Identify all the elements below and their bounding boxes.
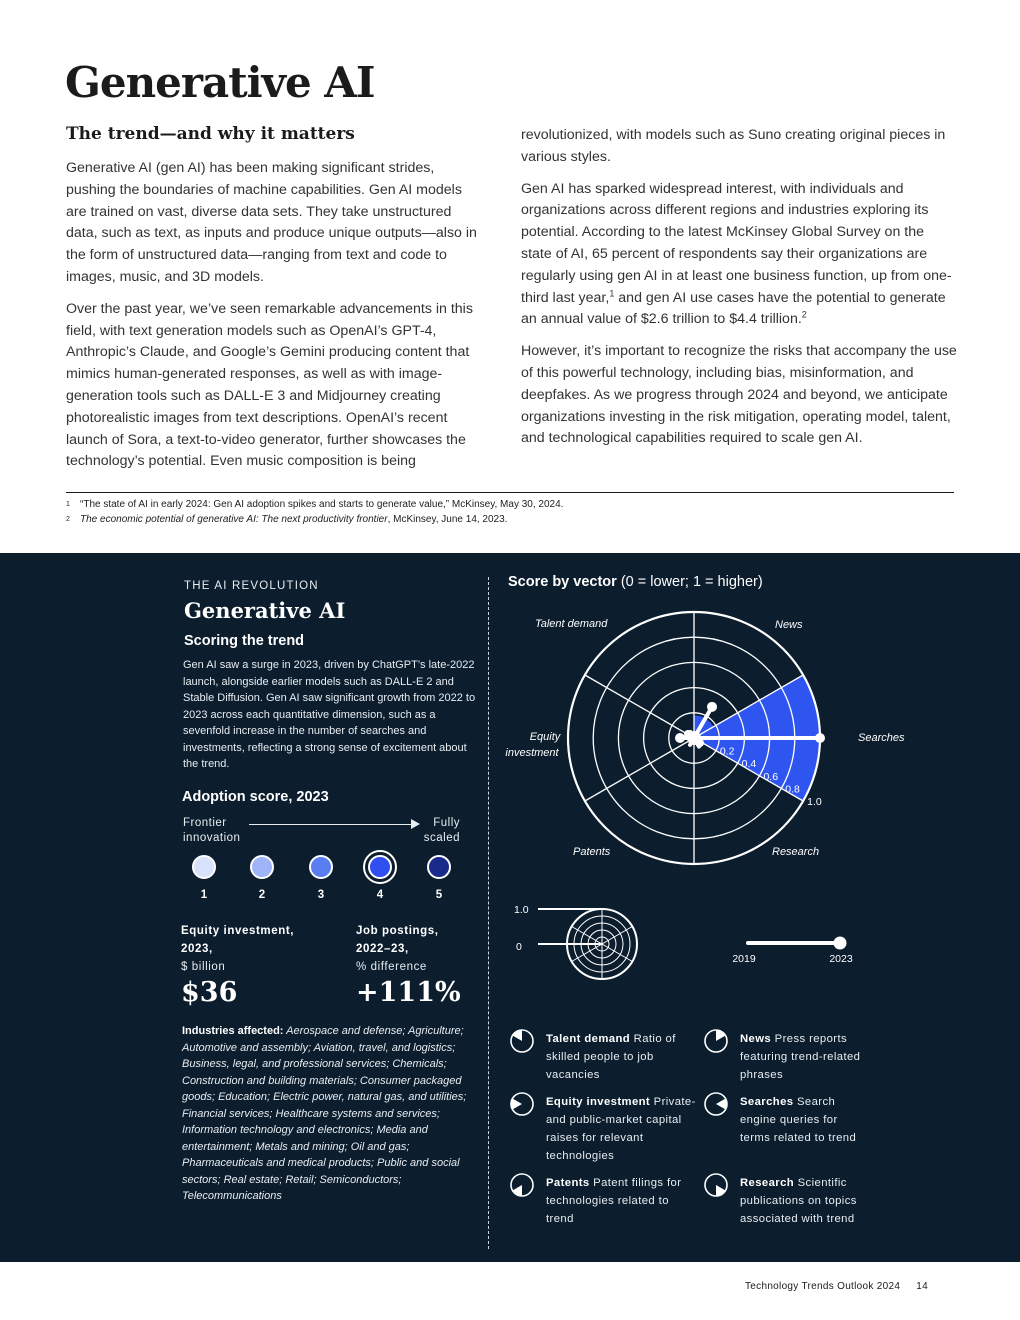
legend-item-text: Scientific publications on topics associated with trend: [740, 1177, 857, 1225]
legend-item-text: Ratio of skilled people to job vacancies: [546, 1033, 676, 1081]
right-column: [521, 125, 957, 460]
vector-dot-2019: [696, 739, 704, 747]
panel-divider: [488, 577, 489, 1249]
key-dot-2023: [834, 937, 847, 950]
scaled-label: Fully scaled: [423, 817, 460, 844]
sector-label: Talent demand: [535, 618, 608, 630]
vector-dot-2019: [684, 730, 692, 738]
industries-list: Aerospace and defense; Agriculture; Automotive and assembly; Aviation, travel, and logistics; Business, legal, and professional services; Chemicals; Construction and building materials; Consumer packaged goods; Education; Electric power, natural gas, and utilities; Financial services; Healthcare systems and services; Information technology and electronics; Media and entertainment; Metals and mining; Oil and gas; Pharmaceuticals and medical products; Public and social sectors; Real estate; Retail; Semiconductors; Telecommunications: [182, 1025, 467, 1202]
sector-label: Patents: [573, 846, 611, 858]
footnote: [66, 512, 966, 527]
legend-item-title: Equity investment: [546, 1096, 651, 1108]
equity-unit: $ billion: [181, 961, 226, 973]
footer-text: Technology Trends Outlook 2024: [745, 1281, 901, 1292]
equity-label-line: Equity investment,: [181, 925, 295, 937]
sector-label: Research: [772, 846, 820, 858]
jobs-value: +111%: [356, 977, 461, 1008]
paragraph: revolutionized, with models such as Suno creating original pieces in various styles.: [521, 127, 946, 165]
adoption-dot-3: [309, 855, 333, 879]
adoption-dot-2: [250, 855, 274, 879]
vector-dot-2023: [707, 702, 717, 712]
ring-label: 1.0: [807, 796, 822, 808]
sector-label: Searches: [858, 732, 905, 744]
legend-item-title: Patents: [546, 1177, 590, 1189]
scoring-panel: [0, 553, 1020, 1262]
radar-svg: [498, 603, 905, 873]
page-title: Generative AI: [65, 58, 375, 107]
legend-item-text: Search engine queries for terms related to trend: [740, 1096, 857, 1144]
legend-item: [546, 1030, 696, 1084]
footnote: [66, 497, 966, 512]
industries-affected: [182, 1023, 472, 1205]
ring-label: 0.8: [785, 783, 800, 796]
radar-title-bold: Score by vector: [508, 574, 617, 590]
left-column: [66, 158, 484, 483]
footnote-divider: [66, 492, 954, 493]
panel-eyebrow: THE AI REVOLUTION: [184, 580, 319, 592]
panel-title: Generative AI: [184, 598, 346, 623]
radar-key: [510, 898, 870, 993]
panel-subtitle: Scoring the trend: [184, 633, 305, 649]
frontier-label: Frontier innovation: [183, 817, 241, 844]
legend-item: [740, 1093, 870, 1147]
footnote-title: The economic potential of generative AI: The next productivity frontier: [80, 514, 388, 525]
news-icon: [703, 1028, 729, 1054]
radar-spoke: [585, 738, 694, 801]
jobs-label-line: Job postings,: [356, 925, 439, 937]
adoption-dot-4: [368, 855, 392, 879]
footnote-marker: 1: [66, 501, 70, 508]
radar-chart: [498, 603, 905, 878]
radar-key-svg: [510, 898, 870, 988]
key-scale-label: 1.0: [514, 904, 529, 916]
equity-label: [181, 922, 294, 976]
adoption-title: Adoption score, 2023: [182, 789, 329, 805]
vector-dot-2023: [815, 733, 825, 743]
equity-label-line: 2023,: [181, 943, 213, 955]
footnote-text: “The state of AI in early 2024: Gen AI adoption spikes and starts to generate value,” McKinsey, May 30, 2024.: [80, 499, 564, 510]
footnote-ref: 1: [609, 287, 615, 298]
footnote-text: , McKinsey, June 14, 2023.: [387, 514, 508, 525]
patents-icon: [509, 1172, 535, 1198]
paragraph: However, it’s important to recognize the risks that accompany the use of this powerful technology, including bias, misinformation, and deepfakes. As we progress through 2024 and beyond, we anticipate organizations investing in the risk mitigation, operating model, talent, and technological capabilities required to scale gen AI.: [521, 343, 957, 447]
legend-item-title: Research: [740, 1177, 795, 1189]
adoption-level-label: 1: [200, 889, 208, 901]
radar-title-scale: (0 = lower; 1 = higher): [616, 574, 763, 590]
talent-demand-icon: [509, 1028, 535, 1054]
ring-label: 0.2: [719, 745, 735, 758]
research-icon: [703, 1172, 729, 1198]
paragraph-text: and gen AI use cases have the potential to generate an annual value of $2.6 trillion to $4.4 trillion.: [521, 289, 946, 328]
legend-item-text: Press reports featuring trend-related phrases: [740, 1033, 861, 1081]
key-year: 2023: [829, 953, 853, 965]
sector-label: investment: [505, 747, 559, 759]
adoption-level-label: 5: [435, 889, 443, 901]
footnotes: [66, 497, 966, 527]
legend-item-title: Searches: [740, 1096, 794, 1108]
legend-item-text: Private- and public-market capital raises for relevant technologies: [546, 1096, 696, 1162]
adoption-dot-5: [427, 855, 451, 879]
sector-label: News: [775, 619, 803, 631]
industries-label: Industries affected:: [182, 1025, 284, 1037]
key-scale-label: 0: [516, 941, 522, 953]
legend-item-title: Talent demand: [546, 1033, 631, 1045]
page-number: 14: [916, 1281, 928, 1292]
jobs-unit: % difference: [356, 961, 427, 973]
legend-item: [546, 1093, 696, 1165]
paragraph-text: Gen AI has sparked widespread interest, with individuals and organizations across different regions and industries exploring its potential. According to the latest McKinsey Global Survey on the state of AI, 65 percent of respondents say their organizations are regularly using gen AI in at least one business function, up from one-third last year,: [521, 180, 952, 306]
legend-item-text: Patent filings for technologies related to trend: [546, 1177, 682, 1225]
jobs-label-line: 2022–23,: [356, 943, 409, 955]
paragraph: [521, 179, 957, 332]
radar-spoke: [585, 675, 694, 738]
ring-label: 0.6: [763, 770, 779, 783]
vector-dot-2023: [675, 733, 685, 743]
panel-description: Gen AI saw a surge in 2023, driven by ChatGPT’s late-2022 launch, alongside earlier models such as DALL-E 2 and Stable Diffusion. Gen AI saw significant growth from 2022 to 2023 across each quantitative dimension, such as a sevenfold increase in the number of searches and investments, reflecting a strong sense of excitement about the trend.: [183, 659, 476, 770]
key-year: 2019: [732, 953, 756, 965]
adoption-dot-1: [192, 855, 216, 879]
jobs-label: [356, 922, 439, 976]
sector-label: Equity: [529, 731, 561, 743]
radar-title: [508, 574, 763, 590]
legend-item: [546, 1174, 696, 1228]
paragraph: Over the past year, we’ve seen remarkable advancements in this field, with text generation models such as OpenAI’s GPT-4, Anthropic’s Claude, and Google’s Gemini producing content that mimics human-generated responses, as well as with image-generation tools such as DALL-E 3 and Midjourney creating photorealistic images from text descriptions. OpenAI’s recent launch of Sora, a text-to-video generator, further showcases the technology’s potential. Even music composition is being: [66, 300, 473, 470]
adoption-level-label: 4: [376, 889, 384, 901]
arrow-head-icon: [411, 819, 420, 829]
equity-value: $36: [181, 977, 238, 1008]
ring-label: 0.4: [741, 758, 757, 771]
page-footer: [745, 1281, 928, 1292]
adoption-level-label: 3: [317, 889, 325, 901]
adoption-arrow: [249, 824, 413, 825]
section-subtitle: The trend—and why it matters: [66, 124, 355, 144]
searches-icon: [703, 1091, 729, 1117]
legend-item: [740, 1174, 870, 1228]
paragraph: Generative AI (gen AI) has been making significant strides, pushing the boundaries of machine capabilities. Gen AI models are trained on vast, diverse data sets. They take unstructured data, such as text, as inputs and produce unique outputs—also in the form of unstructured data—ranging from text and code to images, music, and 3D models.: [66, 160, 477, 285]
footnote-ref: 2: [801, 309, 807, 320]
legend-item-title: News: [740, 1033, 772, 1045]
adoption-level-label: 2: [258, 889, 266, 901]
equity-investment-icon: [509, 1091, 535, 1117]
legend-item: [740, 1030, 870, 1084]
footnote-marker: 2: [66, 516, 70, 523]
